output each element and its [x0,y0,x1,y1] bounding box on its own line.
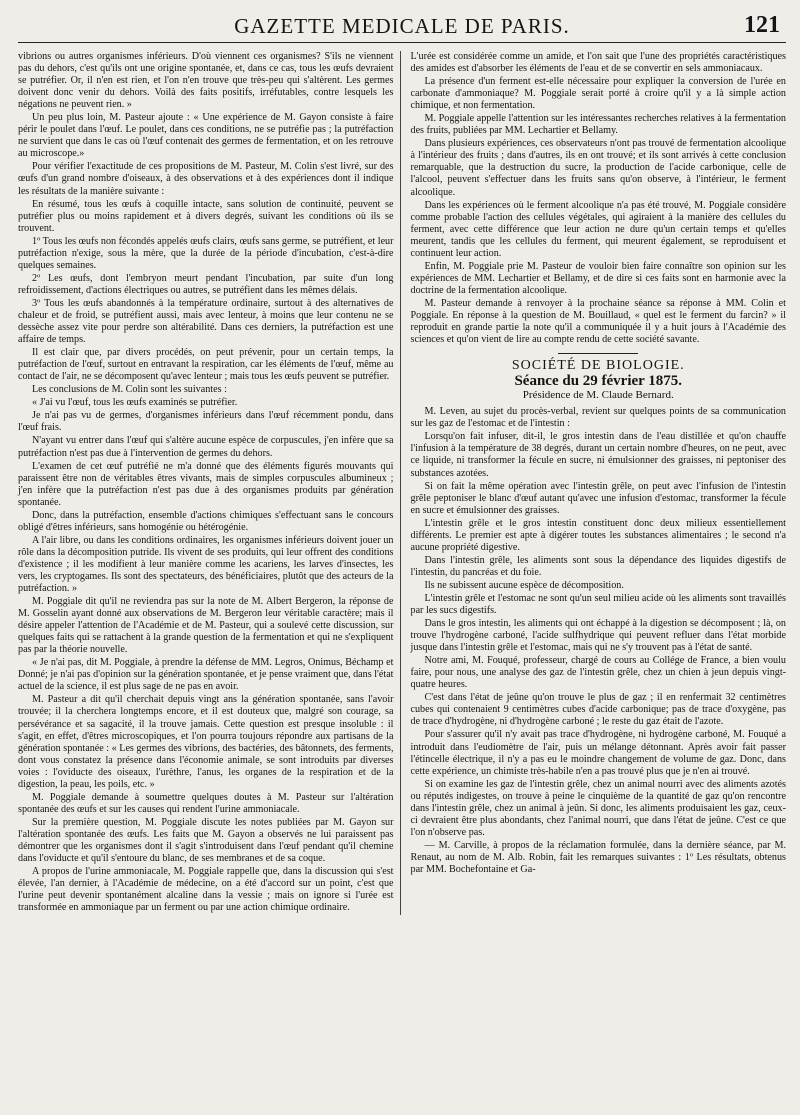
right-column [411,51,787,915]
paragraph: Dans l'intestin grêle, les aliments sont sous la dépendance des liquides digestifs de l'intestin, du pancréas et du foie. [410,554,786,578]
session-title: Séance du 29 février 1875. [514,373,683,390]
paragraph: Enfin, M. Poggiale prie M. Pasteur de vouloir bien faire connaître son opinion sur les expériences de MM. Lechartier et Bellamy, et de dire si ces faits sont en harmonie avec la doctrine de la fermentation alcoolique. [410,260,786,296]
section-divider [558,353,638,354]
paragraph: Sur la première question, M. Poggiale discute les notes publiées par M. Gayon sur l'altération spontanée des œufs. Les faits que M. Gayon a observés ne lui paraissent pas démontrer que les organismes dont il s'agit s'introduisent dans l'œuf pendant qu'il chemine dans l'oviducte et qu'il s'entoure du blanc, de ses membranes et de sa coque. [18,816,394,865]
paragraph: 3º Tous les œufs abandonnés à la température ordinaire, surtout à des alternatives de chaleur et de froid, se putréfient aussi, mais avec lenteur, à moins que leur contenu ne se dessèche assez vite pour perdre son altérabilité. Dans ces derniers, la putréfaction est une affaire de temps. [18,297,394,346]
paragraph: — M. Carville, à propos de la réclamation formulée, dans la dernière séance, par M. Renaut, au nom de M. Alb. Robin, fait les remarques suivantes : 1º Les résultats, obtenus par MM. Bochefontaine et Ga- [410,839,786,875]
columns [18,51,786,915]
paragraph: Donc, dans la putréfaction, ensemble d'actions chimiques s'effectuant sans le concours obligé d'êtres inférieurs, sans homogénie ou hétérogénie. [18,509,394,533]
paragraph: Pour vérifier l'exactitude de ces propositions de M. Pasteur, M. Colin s'est livré, sur des œufs d'un grand nombre d'oiseaux, à des observations et à des expériences dont il indique les résultats de la manière suivante : [18,161,394,197]
paragraph: 1º Tous les œufs non fécondés appelés œufs clairs, œufs sans germe, se putréfient, et leur putréfaction n'exige, sous la mère, que la durée de la période d'incubation, c'est-à-dire quelques semaines. [18,235,394,271]
paragraph: Un peu plus loin, M. Pasteur ajoute : « Une expérience de M. Gayon consiste à faire périr le poulet dans l'œuf. Le poulet, dans ces conditions, ne se putréfie pas ; la putréfaction ne survient que dans le cas où l'œuf contenait des germes de fermentation, et on les retrouve au microscope.» [18,112,394,160]
paragraph: N'ayant vu entrer dans l'œuf qui s'altère aucune espèce de corpuscules, j'en infère que sa putréfaction n'est pas due à l'intervention de germes du dehors. [18,435,394,459]
page-header [18,12,786,43]
paragraph: Dans les expériences où le ferment alcoolique n'a pas été trouvé, M. Poggiale considère comme probable l'action des cellules végétales, qui agiraient à la manière des cellules du ferment, avec cette différence que leur action ne dure qu'un certain temps et qu'elles meurent, tandis que les cellules du ferment, qui meurent également, se reproduisent et continuent leur action. [410,199,786,259]
paragraph: Pour s'assurer qu'il n'y avait pas trace d'hydrogène, ni hydrogène carboné, M. Fouqué a introduit dans l'eudiomètre de l'air, puis un mélange détonnant. Après avoir fait passer l'étincelle électrique, il n'y a pas eu le moindre changement de volume de gaz. Donc, dans cette expérience, un chimiste très-habile n'en a pas trouvé plus que je n'en ai trouvé. [410,729,786,777]
paragraph: Dans le gros intestin, les aliments qui ont échappé à la digestion se décomposent ; là, on trouve l'hydrogène carboné, l'acide sulfhydrique qui peuvent refluer dans l'état morbide jusque dans l'intestin grêle et l'estomac, mais qui ne s'y trouvent pas à l'état de santé. [410,618,786,654]
paragraph: Lorsqu'on fait infuser, dit-il, le gros intestin dans de l'eau distillée et qu'on chauffe l'infusion à la température de 38 degrés, durant un certain nombre d'heures, on ne peut, avec ce liquide, ni transformer la fécule en sucre, ni émulsionner des graisses, ni peptoniser des substances azotées. [410,431,786,479]
paragraph: La présence d'un ferment est-elle nécessaire pour expliquer la conversion de l'urée en carbonate d'ammoniaque? M. Poggiale serait porté à croire qu'il y a là simple action chimique, et non fermentation. [410,76,786,112]
paragraph: Les conclusions de M. Colin sont les suivantes : [32,384,227,396]
paragraph: M. Poggiale demande à soumettre quelques doutes à M. Pasteur sur l'altération spontanée des œufs et sur les causes qui rendent l'urine ammoniacale. [18,791,394,815]
journal-title: GAZETTE MEDICALE DE PARIS. [234,14,570,38]
paragraph: L'urée est considérée comme un amide, et l'on sait que l'une des propriétés caractéristiques des amides est d'absorber les éléments de l'eau et de se convertir en sels ammoniacaux. [410,51,786,75]
paragraph: Dans plusieurs expériences, ces observateurs n'ont pas trouvé de fermentation alcoolique à l'intérieur des fruits ; dans d'autres, ils en ont trouvé; et ils sont arrivés à cette conclusion remarquable, que la destruction du sucre, la production de l'acide carbonique, celle de l'alcool, peuvent s'effectuer dans les fruits sans qu'on observe, à l'intérieur, le ferment alcoolique. [410,138,786,198]
paragraph: Je n'ai pas vu de germes, d'organismes inférieurs dans l'œuf récemment pondu, dans l'œuf frais. [18,410,394,434]
paragraph: A propos de l'urine ammoniacale, M. Poggiale rappelle que, dans la discussion qui s'est élevée, l'an dernier, à l'Académie de médecine, on a été d'accord sur un point, c'est que l'urine peut devenir spontanément alcaline dans la vessie ; mais on ignore si l'urée est transformée en ammoniaque par un ferment ou par une action chimique ordinaire. [18,866,394,914]
presidence-line: Présidence de M. Claude Bernard. [522,389,674,402]
paragraph: Ils ne subissent aucune espèce de décomposition. [424,579,624,591]
paragraph: Si on examine les gaz de l'intestin grêle, chez un animal nourri avec des aliments azotés ou réputés indigestes, on trouve à peine le cinquième de la quantité de gaz qu'on rencontre dans l'intestin grêle, chez un animal à jeûn. Si donc, les aliments produisaient les gaz, ceux-ci devraient être plus abondants, chez l'animal nourri, que dans l'état de jeûne. C'est ce que l'on n'observe pas. [410,778,786,838]
paragraph: M. Poggiale dit qu'il ne reviendra pas sur la note de M. Albert Bergeron, la réponse de M. Gosselin ayant donné aux observations de M. Bergeron leur véritable caractère; mais il désire appeler l'attention de l'Académie et de M. Pasteur, qui a soulevé cette discussion, sur quelques faits qui se rattachent à la grande question de la fermentation et qui ne s'expliquent pas par la théorie nouvelle. [18,596,394,656]
paragraph: M. Leven, au sujet du procès-verbal, revient sur quelques points de sa communication sur les gaz de l'estomac et de l'intestin : [410,406,786,430]
paragraph: « J'ai vu l'œuf, tous les œufs examinés se putréfier. [32,397,238,409]
paragraph: Si on fait la même opération avec l'intestin grêle, on peut avec l'infusion de l'intestin grêle peptoniser le blanc d'œuf autant qu'avec une infusion d'estomac, transformer la fécule en sucre et émulsionner des graisses. [410,480,786,516]
section-title: SOCIÉTÉ DE BIOLOGIE. [511,358,685,374]
paragraph: En résumé, tous les œufs à coquille intacte, sans solution de continuité, peuvent se putréfier plus ou moins rapidement et à divers degrés, suivant les conditions où ils se trouvent. [18,198,394,234]
paragraph: M. Pasteur a dit qu'il cherchait depuis vingt ans la génération spontanée, sans l'avoir trouvée; il la cherchera longtemps encore, et il est douteux que, malgré son courage, sa persévérance et sa sagacité, il la trouve jamais. Cette question est presque insoluble : il s'agit, en effet, d'êtres microscopiques, et l'on pourra toujours répondre aux partisans de la génération spontanée : « Les germes des vibrions, des bactéries, des bâtonnets, des ferments, dont vous constatez la présence dans l'économie animale, se sont introduits par diverses voies : l'oviducte des oiseaux, l'urèthre, l'anus, les organes de la respiration et de la digestion, la peau, les poils, etc. » [18,694,394,790]
paragraph: Il est clair que, par divers procédés, on peut prévenir, pour un certain temps, la putréfaction de l'œuf, surtout en entravant la respiration, car les éléments de l'œuf, même au contact de l'air, ne se décomposent qu'avec lenteur ; mais tous les œufs peuvent se putréfier. [18,347,394,383]
paragraph: M. Poggiale appelle l'attention sur les intéressantes recherches relatives à la fermentation des fruits, publiées par MM. Lechartier et Bellamy. [410,113,786,137]
paragraph: C'est dans l'état de jeûne qu'on trouve le plus de gaz ; il en renfermait 32 centimètres cubes qui contenaient 9 centimètres cubes d'acide carbonique; pas de trace d'oxygène, pas de trace d'hydrogène, ni d'hydrogène carboné ; le reste du gaz était de l'azote. [410,692,786,728]
page-number: 121 [744,12,780,38]
paragraph: L'intestin grêle et l'estomac ne sont qu'un seul milieu acide où les aliments sont travaillés par les sucs digestifs. [410,592,786,617]
paragraph: vibrions ou autres organismes inférieurs. D'où viennent ces organismes? S'ils ne viennent pas du dehors, c'est qu'ils ont une origine spontanée, et, dans ce cas, tous les œufs devraient se putréfier. Or, il n'en est rien, et l'on n'en trouve que très-peu qui s'altèrent. Les germes doivent donc venir du dehors. Voilà des faits positifs, irréfutables, contre lesquels les négations ne peuvent rien. » [18,51,394,111]
paragraph: Notre ami, M. Fouqué, professeur, chargé de cours au Collége de France, a bien voulu faire, pour nous, une analyse des gaz de l'intestin grêle, chez un chien à jeun depuis vingt-quatre heures. [410,655,786,691]
paragraph: A l'air libre, ou dans les conditions ordinaires, les organismes inférieurs doivent jouer un rôle dans la décomposition putride. Ils vivent de ses produits, qui leur offrent des conditions d'existence ; il les modifient à leur manière comme les acariens, les larves d'insectes, les vers, les cryptogames. Ils sont des spectateurs, des bénéficiaires, plutôt que des acteurs de la putréfaction. » [18,534,394,595]
paragraph: « Je n'ai pas, dit M. Poggiale, à prendre la défense de MM. Legros, Onimus, Béchamp et Donné; je n'ai pas d'opinion sur la génération spontanée, et je pense vraiment que, dans l'état actuel de la science, il est plus sage de ne pas en avoir. [18,657,394,693]
left-column [18,51,401,915]
paragraph: 2º Les œufs, dont l'embryon meurt pendant l'incubation, par suite d'un long refroidissement, d'actions électriques ou autres, se putréfient dans les mêmes délais. [18,272,394,296]
paragraph: L'intestin grêle et le gros intestin constituent donc deux milieux essentiellement différents. Le premier est apte à digérer toutes les substances alimentaires ; le second n'a aucune propriété digestive. [410,517,786,553]
paragraph: L'examen de cet œuf putréfié ne m'a donné que des éléments figurés mouvants qui paraissent être non de véritables êtres vivants, mais de simples corpuscules albumineux ; j'en infère que la putréfaction n'est pas due à des organismes produits par génération spontanée. [18,460,394,508]
paragraph: M. Pasteur demande à renvoyer à la prochaine séance sa réponse à MM. Colin et Poggiale. En réponse à la question de M. Bouillaud, « quel est le ferment du farcin? » il reproduit en grande partie la note qu'il a communiquée il y a huit jours à l'Académie des sciences et qu'on vient de lire au compte rendu de cette société savante. [410,297,786,346]
